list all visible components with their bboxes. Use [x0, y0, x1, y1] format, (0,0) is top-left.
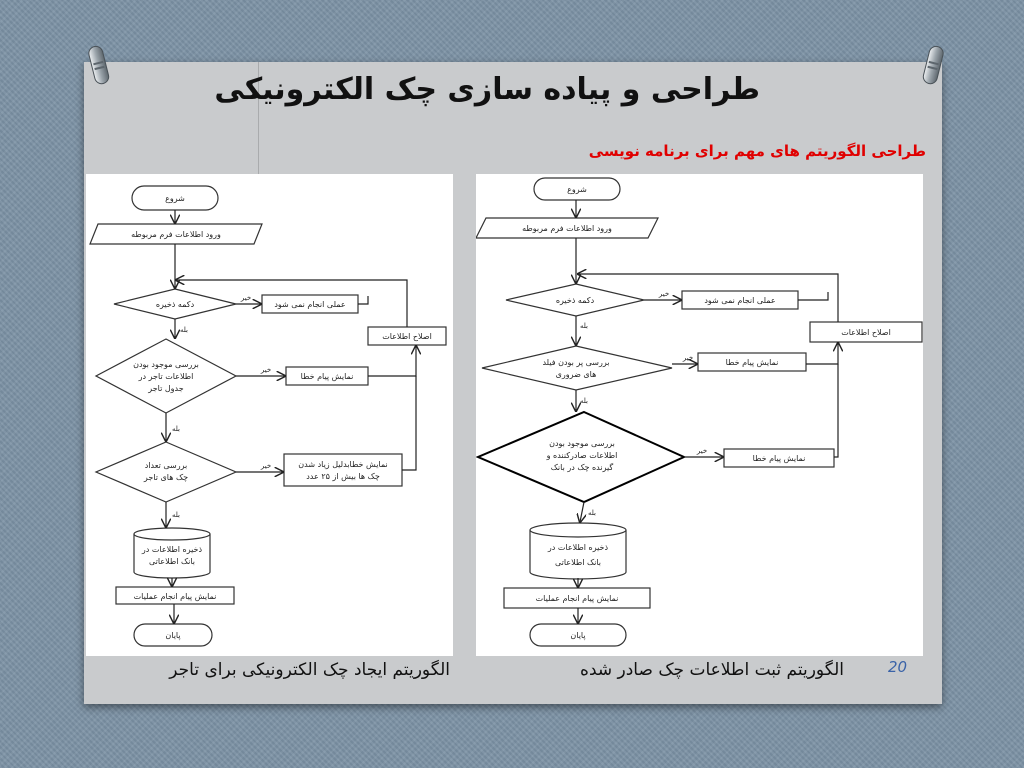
right-db-label-2: بانک اطلاعاتی — [554, 558, 602, 567]
left-merchant-label-3: جدول تاجر — [148, 384, 184, 393]
left-decision-count — [96, 442, 236, 502]
page-number: 20 — [888, 658, 908, 676]
right-success-label: نمایش پیام انجام عملیات — [535, 594, 619, 603]
right-no-label-2: خیر — [682, 354, 694, 362]
left-error-label: نمایش پیام خطا — [300, 372, 354, 381]
slide-title: طراحی و پیاده سازی چک الکترونیکی — [214, 72, 760, 107]
slide-subtitle: طراحی الگوریتم های مهم برای برنامه نویسی — [588, 142, 926, 160]
left-db-label-2: بانک اطلاعاتی — [148, 557, 196, 566]
right-no-label-3: خیر — [696, 447, 708, 455]
caption-left: الگوریتم ایجاد چک الکترونیکی برای تاجر — [169, 660, 450, 680]
right-fields-label-2: های ضروری — [555, 370, 597, 379]
right-end-label: پایان — [570, 631, 586, 640]
left-count-label-1: بررسی تعداد — [144, 461, 188, 470]
left-merchant-label-1: بررسی موجود بودن — [133, 360, 199, 369]
left-count-error-label-1: نمایش خطابدلیل زیاد شدن — [298, 460, 388, 469]
right-fields-label-1: بررسی پر بودن فیلد — [542, 358, 610, 367]
left-yes-label-1: بله — [179, 326, 189, 334]
right-yes-label-3: بله — [587, 509, 597, 517]
right-pin-icon — [920, 44, 946, 88]
right-yes-label-2: بله — [579, 397, 589, 405]
caption-right: الگوریتم ثبت اطلاعات چک صادر شده — [580, 660, 844, 680]
right-error-label-1: نمایش پیام خطا — [725, 358, 779, 367]
right-noop-label: عملی انجام نمی شود — [704, 296, 776, 305]
right-parties-label-1: بررسی موجود بودن — [549, 439, 615, 448]
right-parties-label-2: اطلاعات صادرکننده و — [546, 451, 618, 460]
left-no-label-3: خیر — [260, 462, 272, 470]
right-flowchart-panel — [476, 174, 923, 656]
left-no-label-1: خیر — [240, 294, 252, 302]
left-flowchart-panel — [86, 174, 453, 656]
left-yes-label-2: بله — [171, 425, 181, 433]
right-fix-label: اصلاح اطلاعات — [841, 328, 891, 337]
right-error-label-2: نمایش پیام خطا — [752, 454, 806, 463]
right-decision-fields — [482, 346, 672, 390]
left-db-label-1: ذخیره اطلاعات در — [141, 545, 203, 554]
left-count-label-2: چک های تاجر — [143, 473, 189, 482]
left-input-label: ورود اطلاعات فرم مربوطه — [131, 230, 221, 239]
left-end-label: پایان — [165, 631, 181, 640]
right-flowchart — [476, 174, 923, 656]
right-no-label-1: خیر — [658, 290, 670, 298]
left-count-error-node — [284, 454, 402, 486]
left-save-label: دکمه ذخیره — [155, 300, 195, 309]
left-flowchart — [86, 174, 453, 656]
right-db-label-1: ذخیره اطلاعات در — [547, 543, 609, 552]
left-count-error-label-2: چک ها بیش از ۲۵ عدد — [306, 472, 380, 481]
left-merchant-label-2: اطلاعات تاجر در — [138, 372, 194, 381]
left-no-label-2: خیر — [260, 366, 272, 374]
right-yes-label-1: بله — [579, 322, 589, 330]
left-noop-label: عملی انجام نمی شود — [274, 300, 346, 309]
left-fix-label: اصلاح اطلاعات — [382, 332, 432, 341]
right-parties-label-3: گیرنده چک در بانک — [550, 463, 614, 472]
left-success-label: نمایش پیام انجام عملیات — [133, 592, 217, 601]
left-start-label: شروع — [165, 194, 185, 203]
right-save-label: دکمه ذخیره — [555, 296, 595, 305]
right-input-label: ورود اطلاعات فرم مربوطه — [522, 224, 612, 233]
right-start-label: شروع — [567, 185, 587, 194]
left-yes-label-3: بله — [171, 511, 181, 519]
